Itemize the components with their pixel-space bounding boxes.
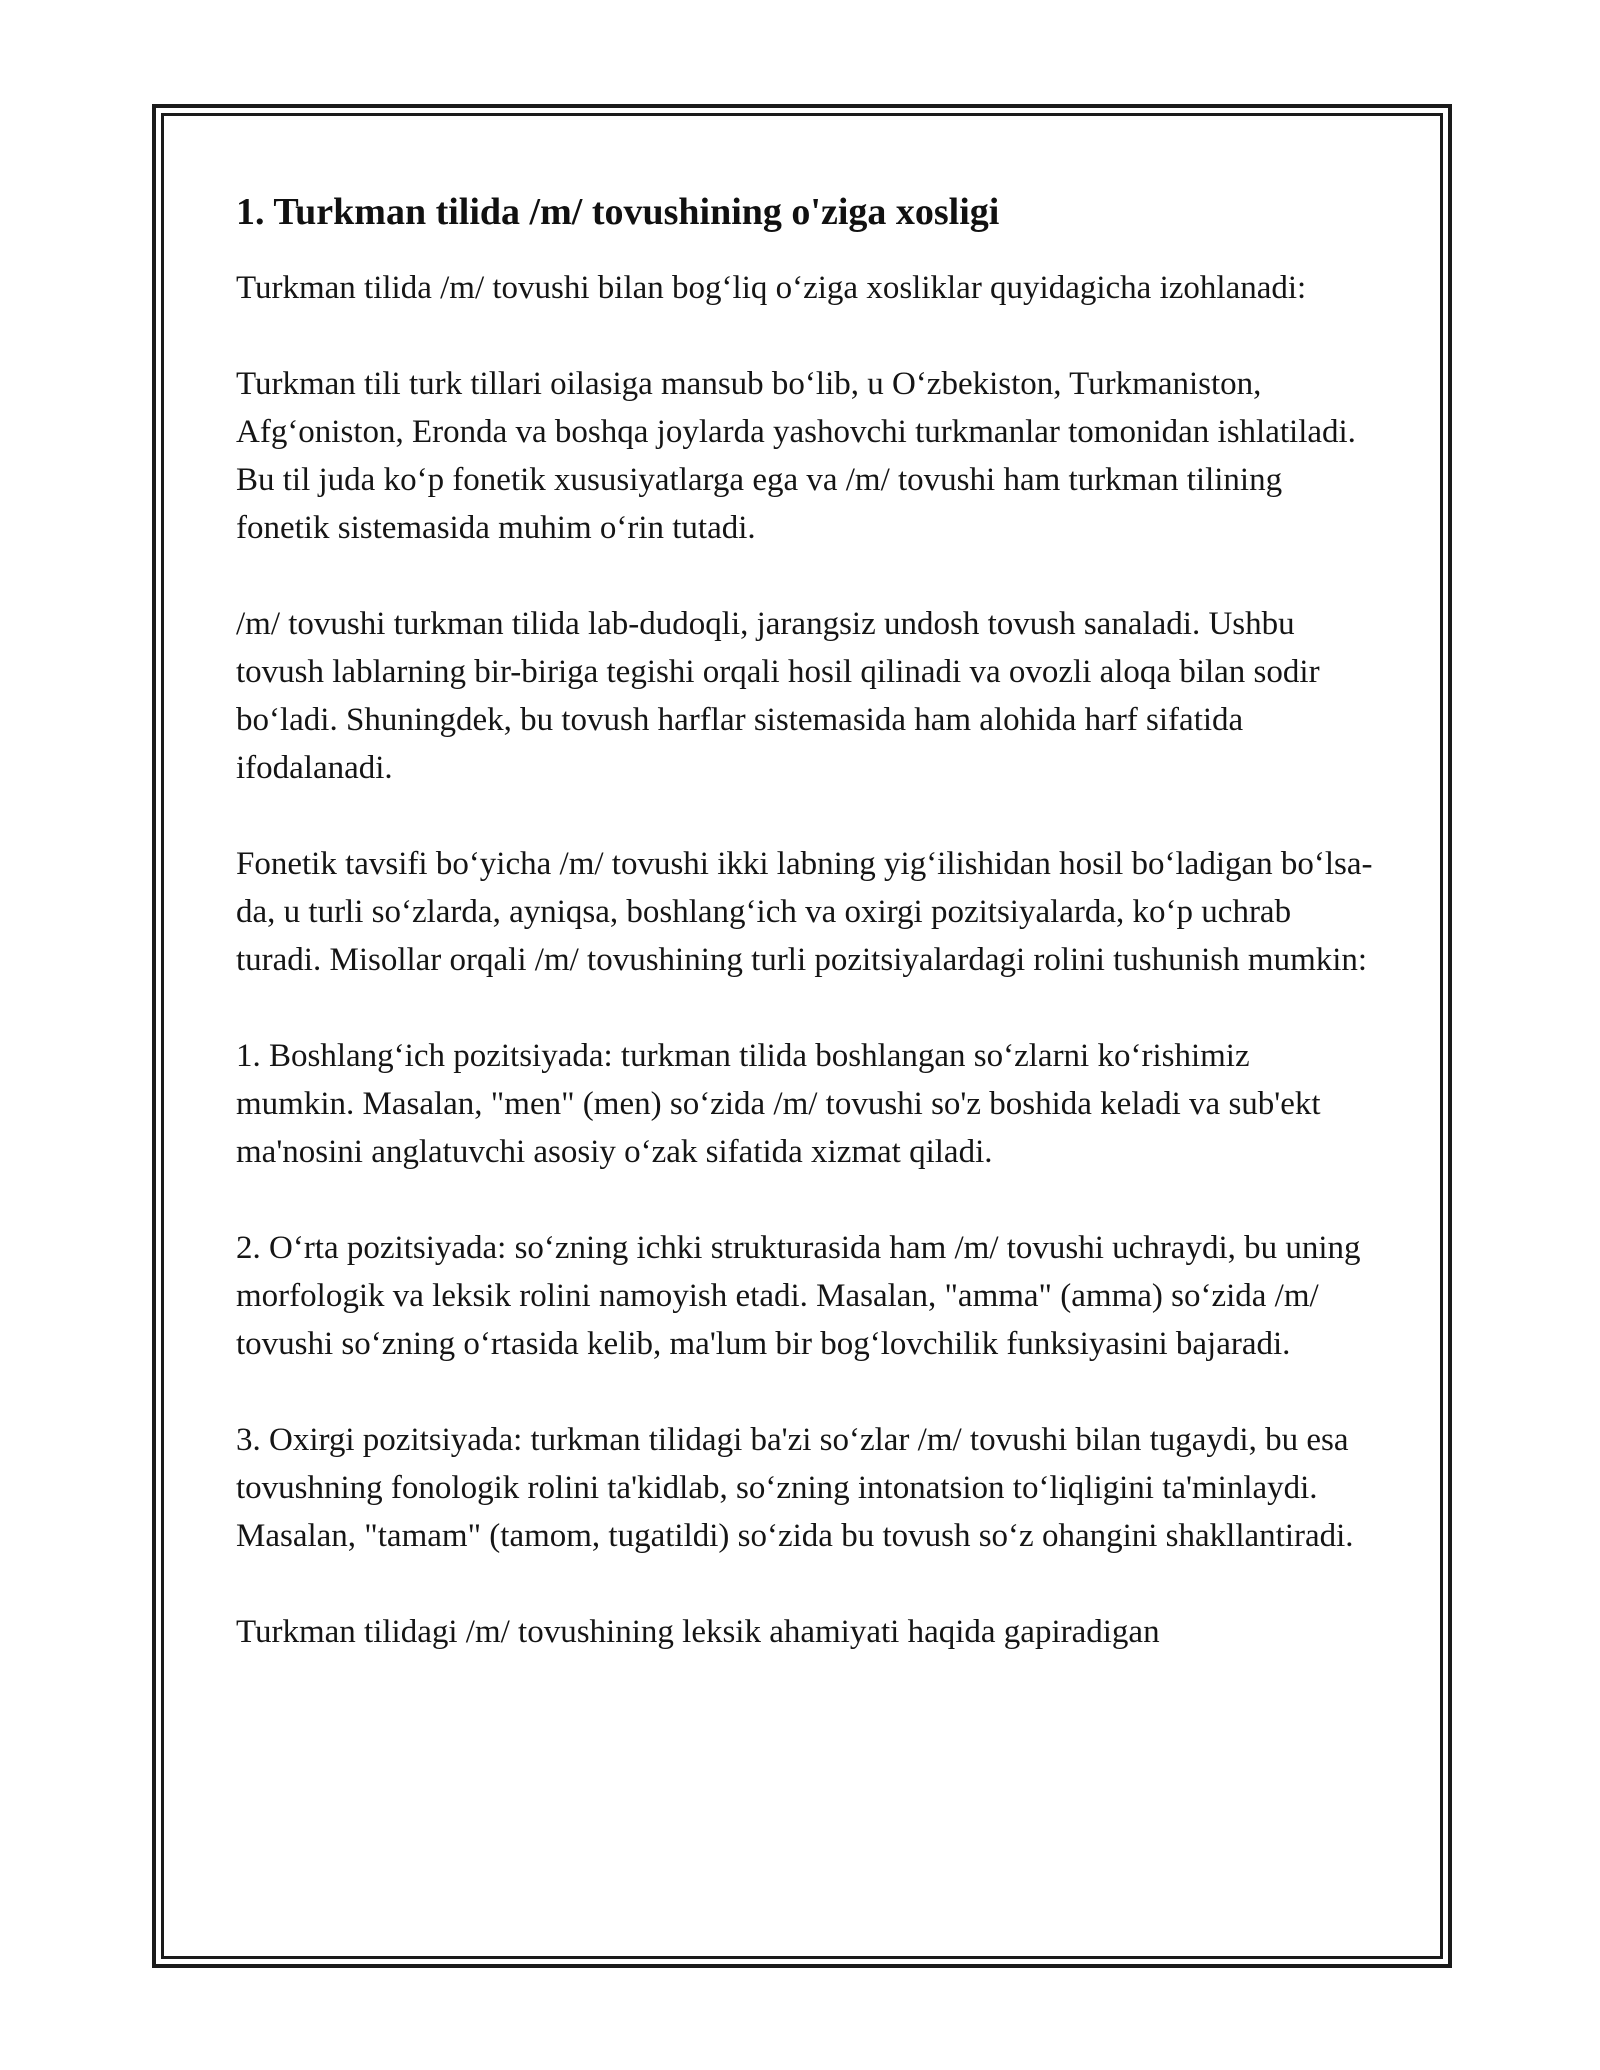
paragraph-initial-position: 1. Boshlang‘ich pozitsiyada: turkman tilida boshlangan so‘zlarni ko‘rishimiz mumkin. Masalan, "men" (men) so‘zida /m/ tovushi so'z boshida keladi va sub'ekt ma'nosini anglatuvchi asosiy o‘zak sifatida xizmat qiladi.: [236, 1038, 1321, 1170]
paragraph-language-overview: Turkman tili turk tillari oilasiga mansub bo‘lib, u O‘zbekiston, Turkmaniston, Afg‘oniston, Eronda va boshqa joylarda yashovchi turkmanlar tomonidan ishlatiladi. Bu til juda ko‘p fonetik xususiyatlarga ega va /m/ tovushi ham turkman tilining fonetik sistemasida muhim o‘rin tutadi.: [236, 366, 1356, 546]
paragraph-final-position: 3. Oxirgi pozitsiyada: turkman tilidagi ba'zi so‘zlar /m/ tovushi bilan tugaydi, bu esa tovushning fonologik rolini ta'kidlab, so‘zning intonatsion to‘liqligini ta'minlaydi. Masalan, "tamam" (tamom, tugatildi) so‘zida bu tovush so‘z ohangini shakllantiradi.: [236, 1422, 1354, 1554]
paragraph-lexical-significance: Turkman tilidagi /m/ tovushining leksik ahamiyati haqida gapiradigan: [236, 1614, 1160, 1650]
document-body: [236, 186, 1376, 1656]
paragraph-middle-position: 2. O‘rta pozitsiyada: so‘zning ichki strukturasida ham /m/ tovushi uchraydi, bu uning morfologik va leksik rolini namoyish etadi. Masalan, "amma" (amma) so‘zida /m/ tovushi so‘zning o‘rtasida kelib, ma'lum bir bog‘lovchilik funksiyasini bajaradi.: [236, 1230, 1361, 1362]
document-title: 1. Turkman tilida /m/ tovushining o'ziga xosligi: [236, 191, 1000, 233]
paragraph-intro: Turkman tilida /m/ tovushi bilan bog‘liq o‘ziga xosliklar quyidagicha izohlanadi:: [236, 270, 1307, 306]
paragraph-articulation: /m/ tovushi turkman tilida lab-dudoqli, jarangsiz undosh tovush sanaladi. Ushbu tovush lablarning bir-biriga tegishi orqali hosil qilinadi va ovozli aloqa bilan sodir bo‘ladi. Shuningdek, bu tovush harflar sistemasida ham alohida harf sifatida ifodalanadi.: [236, 606, 1320, 786]
paragraph-phonetic-description: Fonetik tavsifi bo‘yicha /m/ tovushi ikki labning yig‘ilishidan hosil bo‘ladigan bo‘lsa-da, u turli so‘zlarda, ayniqsa, boshlang‘ich va oxirgi pozitsiyalarda, ko‘p uchrab turadi. Misollar orqali /m/ tovushining turli pozitsiyalardagi rolini tushunish mumkin:: [236, 846, 1373, 978]
